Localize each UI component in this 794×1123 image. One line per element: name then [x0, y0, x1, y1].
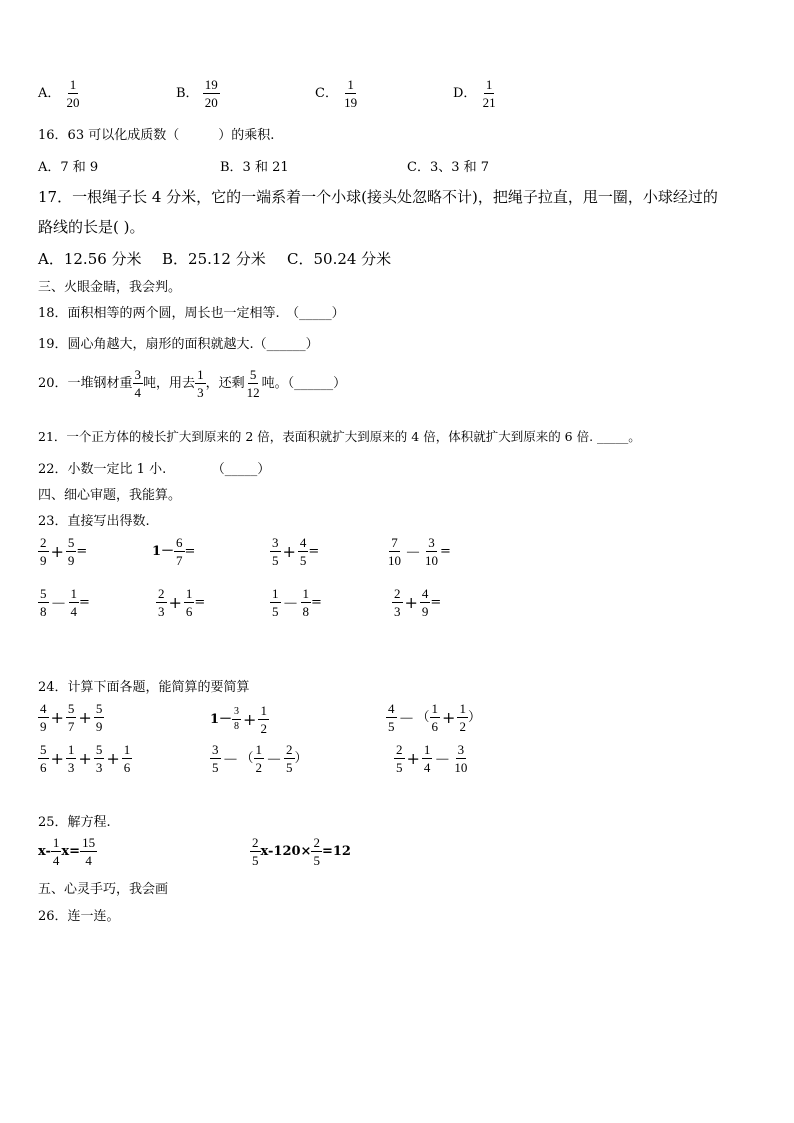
fraction: $\frac{1}{2}$ — [459, 701, 466, 734]
q23-expr-7: $\frac{1}{5}$ － $\frac{1}{8}$ = — [272, 586, 322, 619]
q23-expr-4: $\frac{7}{10}$ － $\frac{3}{10}$ = — [388, 535, 451, 568]
q24-expr-5: $\frac{3}{5}$ － （ $\frac{1}{2}$ － $\frac{2}{5}$ ） — [212, 742, 308, 775]
q17-line2: 路线的长是( )。 — [38, 218, 145, 236]
fraction: $\frac{4}{5}$ — [299, 535, 307, 568]
q17-option-a: A．12.56 分米 — [38, 250, 142, 268]
q25-title: 25．解方程. — [38, 815, 111, 830]
fraction: $\frac{2}{5}$ — [396, 742, 403, 775]
fraction: $\frac{3}{10}$ — [454, 742, 468, 775]
q16-option-c: C．3、3 和 7 — [407, 160, 490, 175]
fraction: $\frac{1}{3}$ — [67, 742, 75, 775]
fraction: $\frac{6}{7}$ — [176, 535, 183, 568]
fraction: $\frac{1}{20}$ — [66, 77, 80, 110]
q24-expr-4: $\frac{5}{6}$ + $\frac{1}{3}$ + $\frac{5}{3}$ + $\frac{1}{6}$ — [40, 742, 131, 775]
q15-option-c: C． $\frac{1}{19}$ — [315, 77, 358, 110]
fraction: $\frac{3}{5}$ — [272, 535, 279, 568]
q23-expr-3: $\frac{3}{5}$ + $\frac{4}{5}$ = — [272, 535, 320, 568]
q21: 21．一个正方体的棱长扩大到原来的 2 倍，表面积就扩大到原来的 4 倍，体积就扩大到原来的 6 倍. _____。 — [38, 429, 641, 444]
fraction: $\frac{5}{8}$ — [40, 586, 47, 619]
fraction: $\frac{2}{3}$ — [158, 586, 165, 619]
fraction: $\frac{5}{9}$ — [67, 535, 75, 568]
q24-expr-2: 1－ $\frac{3}{8}$ + $\frac{1}{2}$ — [210, 703, 267, 736]
q24-expr-3: $\frac{4}{5}$ － （ $\frac{1}{6}$ + $\frac{1}{2}$ ） — [388, 701, 481, 734]
q25-equation-2: $\frac{2}{5}$ x-120× $\frac{2}{5}$ =12 — [252, 835, 351, 868]
q22: 22．小数一定比 1 小. （_____） — [38, 462, 271, 477]
fraction: $\frac{5}{6}$ — [40, 742, 47, 775]
fraction: $\frac{1}{6}$ — [431, 701, 439, 734]
q24-expr-1: $\frac{4}{9}$ + $\frac{5}{7}$ + $\frac{5}{9}$ — [40, 701, 103, 734]
q18: 18．面积相等的两个圆，周长也一定相等. （_____） — [38, 306, 345, 321]
fraction: $\frac{5}{12}$ — [246, 367, 260, 400]
fraction: $\frac{1}{4}$ — [70, 586, 78, 619]
fraction: $\frac{4}{5}$ — [388, 701, 395, 734]
q23-expr-2: 1－ $\frac{6}{7}$ = — [152, 535, 196, 568]
q20: 20．一堆钢材重 $\frac{3}{4}$ 吨，用去 $\frac{1}{3}$ ，还剩 $\frac{5}{12}$ 吨。（______） — [38, 367, 347, 400]
fraction: $\frac{1}{19}$ — [344, 77, 358, 110]
q17-option-b: B．25.12 分米 — [162, 250, 266, 268]
fraction: $\frac{4}{9}$ — [40, 701, 47, 734]
fraction: $\frac{1}{4}$ — [423, 742, 431, 775]
q23-expr-8: $\frac{2}{3}$ + $\frac{4}{9}$ = — [394, 586, 442, 619]
fraction: $\frac{5}{3}$ — [95, 742, 103, 775]
q15-option-b: B． $\frac{19}{20}$ — [176, 77, 218, 110]
fraction: $\frac{2}{9}$ — [40, 535, 47, 568]
fraction: $\frac{3}{8}$ — [234, 706, 240, 732]
fraction: $\frac{5}{7}$ — [67, 701, 75, 734]
fraction: $\frac{15}{4}$ — [82, 835, 96, 868]
q23-expr-1: $\frac{2}{9}$ + $\frac{5}{9}$ = — [40, 535, 88, 568]
fraction: $\frac{3}{4}$ — [134, 367, 142, 400]
q17-option-c: C．50.24 分米 — [287, 250, 392, 268]
fraction: $\frac{5}{9}$ — [95, 701, 103, 734]
fraction: $\frac{1}{6}$ — [185, 586, 193, 619]
fraction: $\frac{3}{5}$ — [212, 742, 219, 775]
fraction: $\frac{1}{3}$ — [197, 367, 204, 400]
q15-option-a: A． $\frac{1}{20}$ — [38, 77, 80, 110]
section-4-heading: 四、细心审题，我能算。 — [38, 488, 182, 503]
fraction: $\frac{2}{3}$ — [394, 586, 401, 619]
fraction: $\frac{1}{4}$ — [52, 835, 60, 868]
fraction: $\frac{1}{6}$ — [123, 742, 131, 775]
fraction: $\frac{1}{8}$ — [302, 586, 310, 619]
q24-expr-6: $\frac{2}{5}$ + $\frac{1}{4}$ － $\frac{3}{10}$ — [396, 742, 468, 775]
fraction: $\frac{1}{2}$ — [255, 742, 263, 775]
q16-option-b: B．3 和 21 — [220, 160, 289, 175]
fraction: $\frac{1}{21}$ — [482, 77, 496, 110]
q15-option-d: D． $\frac{1}{21}$ — [453, 77, 496, 110]
q23-expr-5: $\frac{5}{8}$ － $\frac{1}{4}$ = — [40, 586, 90, 619]
q23-title: 23．直接写出得数. — [38, 514, 150, 529]
fraction: $\frac{4}{9}$ — [421, 586, 429, 619]
q17-line1: 17．一根绳子长 4 分米，它的一端系着一个小球(接头处忽略不计)，把绳子拉直，甩一圈，小球经过的 — [38, 188, 718, 206]
fraction: $\frac{2}{5}$ — [252, 835, 259, 868]
fraction: $\frac{1}{5}$ — [272, 586, 279, 619]
q24-title: 24．计算下面各题，能简算的要简算 — [38, 680, 250, 695]
fraction: $\frac{1}{2}$ — [260, 703, 267, 736]
q23-expr-6: $\frac{2}{3}$ + $\frac{1}{6}$ = — [158, 586, 206, 619]
fraction: $\frac{3}{10}$ — [425, 535, 439, 568]
q16-stem: 16．63 可以化成质数（ ）的乘积. — [38, 128, 275, 143]
q19: 19．圆心角越大，扇形的面积就越大.（______） — [38, 337, 319, 352]
fraction: $\frac{19}{20}$ — [204, 77, 218, 110]
q26: 26．连一连。 — [38, 909, 120, 924]
section-3-heading: 三、火眼金睛，我会判。 — [38, 280, 182, 295]
section-5-heading: 五、心灵手巧，我会画 — [38, 882, 169, 897]
fraction: $\frac{2}{5}$ — [286, 742, 293, 775]
q16-option-a: A．7 和 9 — [38, 160, 99, 175]
fraction: $\frac{7}{10}$ — [388, 535, 401, 568]
fraction: $\frac{2}{5}$ — [313, 835, 320, 868]
q25-equation-1: x- $\frac{1}{4}$ x= $\frac{15}{4}$ — [38, 835, 96, 868]
